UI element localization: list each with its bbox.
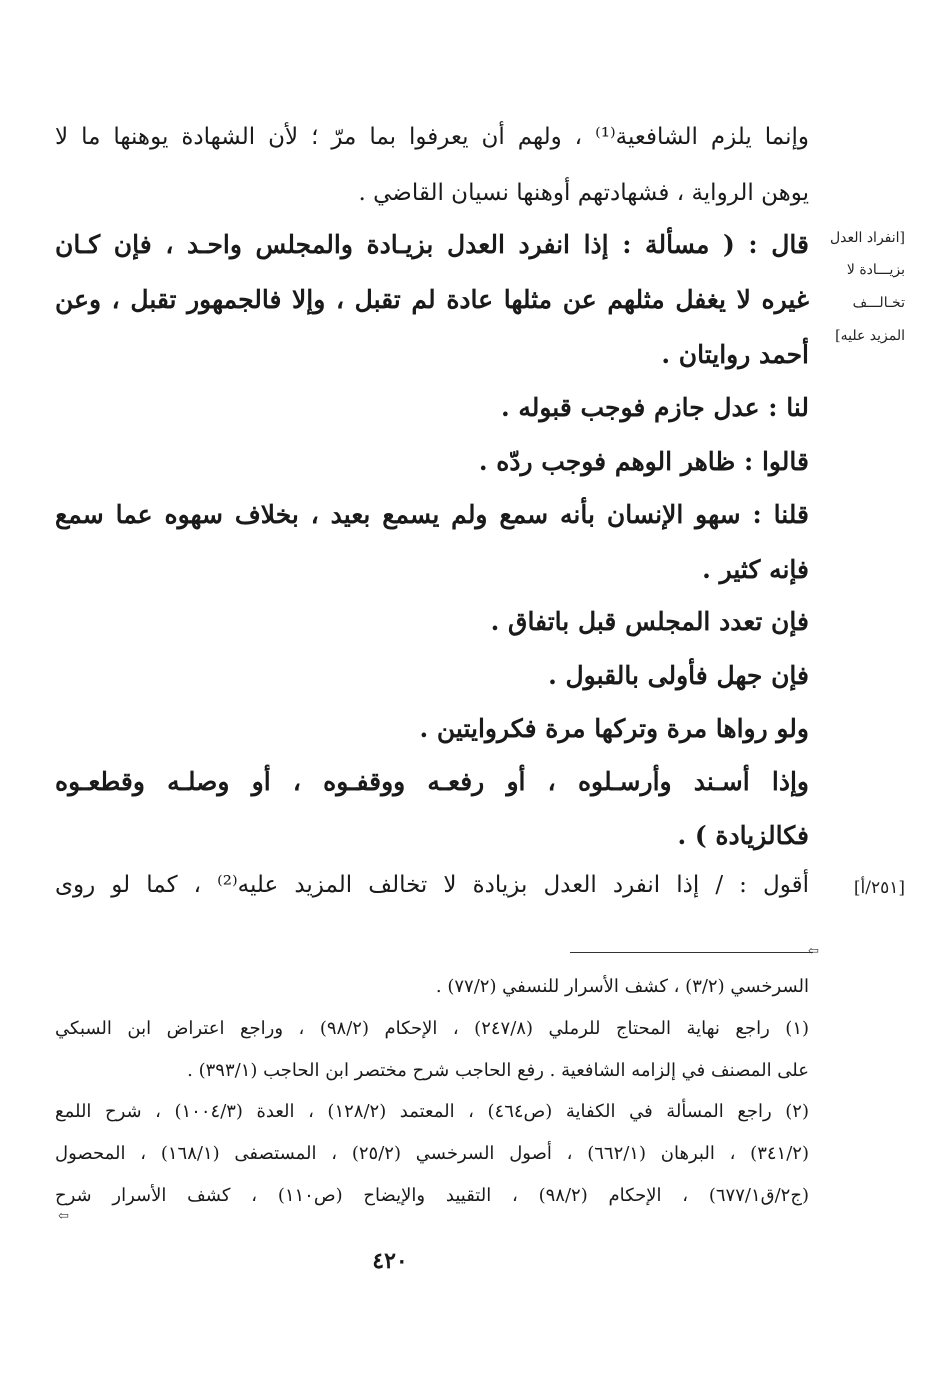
- margin-note-line-2: بزيـــادة لا: [846, 262, 905, 278]
- body-line-13: وإذا أسـند وأرسـلوه ، أو رفعـه ووقفـوه ، أو وصلـه وقطعـوه: [55, 767, 809, 796]
- body-line-6: لنا : عدل جازم فوجب قبوله .: [500, 393, 809, 422]
- body-line-1: وإنما يلزم الشافعية⁽¹⁾ ، ولهم أن يعرفوا بما مرّ ؛ لأن الشهادة يوهنها ما لا: [55, 124, 809, 150]
- continuation-arrow-icon: ⇦: [808, 944, 819, 959]
- body-line-9: فإنه كثير .: [702, 555, 809, 584]
- footnote-line-2: (١) راجع نهاية المحتاج للرملي (٢٤٧/٨) ، الإحكام (٩٨/٢) ، وراجع اعتراض ابن السبكي: [55, 1018, 810, 1039]
- footnote-divider: [570, 952, 813, 953]
- body-line-11: فإن جهل فأولى بالقبول .: [548, 661, 809, 690]
- body-line-2: يوهن الرواية ، فشهادتهم أوهنها نسيان القاضي .: [358, 180, 809, 206]
- body-line-8: قلنا : سهو الإنسان بأنه سمع ولم يسمع بعيد ، بخلاف سهوه عما سمع: [55, 500, 809, 529]
- footnote-line-1: السرخسي (٣/٢) ، كشف الأسرار للنسفي (٧٧/٢) .: [435, 976, 809, 997]
- folio-marker: [٢٥١/أ]: [853, 878, 905, 898]
- margin-note-line-4: المزيد عليه]: [835, 328, 905, 344]
- body-line-4: غيره لا يغفل مثلهم عن مثلها عادة لم تقبل ، وإلا فالجمهور تقبل ، وعن: [55, 285, 809, 314]
- footnote-line-5: (٣٤١/٢) ، البرهان (٦٦٢/١) ، أصول السرخسي (٢٥/٢) ، المستصفى (١٦٨/١) ، المحصول: [55, 1143, 809, 1164]
- body-line-14: فكالزيادة ) .: [677, 821, 809, 850]
- body-line-3: قال : ( مسألة : إذا انفرد العدل بزيـادة والمجلس واحـد ، فإن كـان: [55, 230, 809, 259]
- page-number: ٤٢٠: [372, 1248, 408, 1274]
- footnote-line-4: (٢) راجع المسألة في الكفاية (ص٤٦٤) ، المعتمد (١٢٨/٢) ، العدة (١٠٠٤/٣) ، شرح اللمع: [55, 1101, 809, 1122]
- body-line-10: فإن تعدد المجلس قبل باتفاق .: [490, 607, 809, 636]
- body-line-7: قالوا : ظاهر الوهم فوجب ردّه .: [478, 447, 809, 476]
- margin-note-line-3: تخـالـــف: [852, 295, 905, 311]
- body-line-12: ولو رواها مرة وتركها مرة فكروايتين .: [419, 714, 809, 743]
- footnote-line-6: (ج٢/ق٦٧٧/١) ، الإحكام (٩٨/٢) ، التقييد والإيضاح (ص١١٠) ، كشف الأسرار شرح: [55, 1185, 809, 1206]
- footnote-line-3: على المصنف في إلزامه الشافعية . رفع الحاجب شرح مختصر ابن الحاجب (٣٩٣/١) .: [187, 1060, 809, 1081]
- body-line-5: أحمد روايتان .: [661, 340, 809, 369]
- continuation-arrow-icon-bottom: ⇦: [58, 1209, 69, 1224]
- margin-note-line-1: [انفراد العدل: [829, 230, 905, 246]
- body-line-15: أقول : / إذا انفرد العدل بزيادة لا تخالف المزيد عليه⁽²⁾ ، كما لو روى: [55, 872, 809, 898]
